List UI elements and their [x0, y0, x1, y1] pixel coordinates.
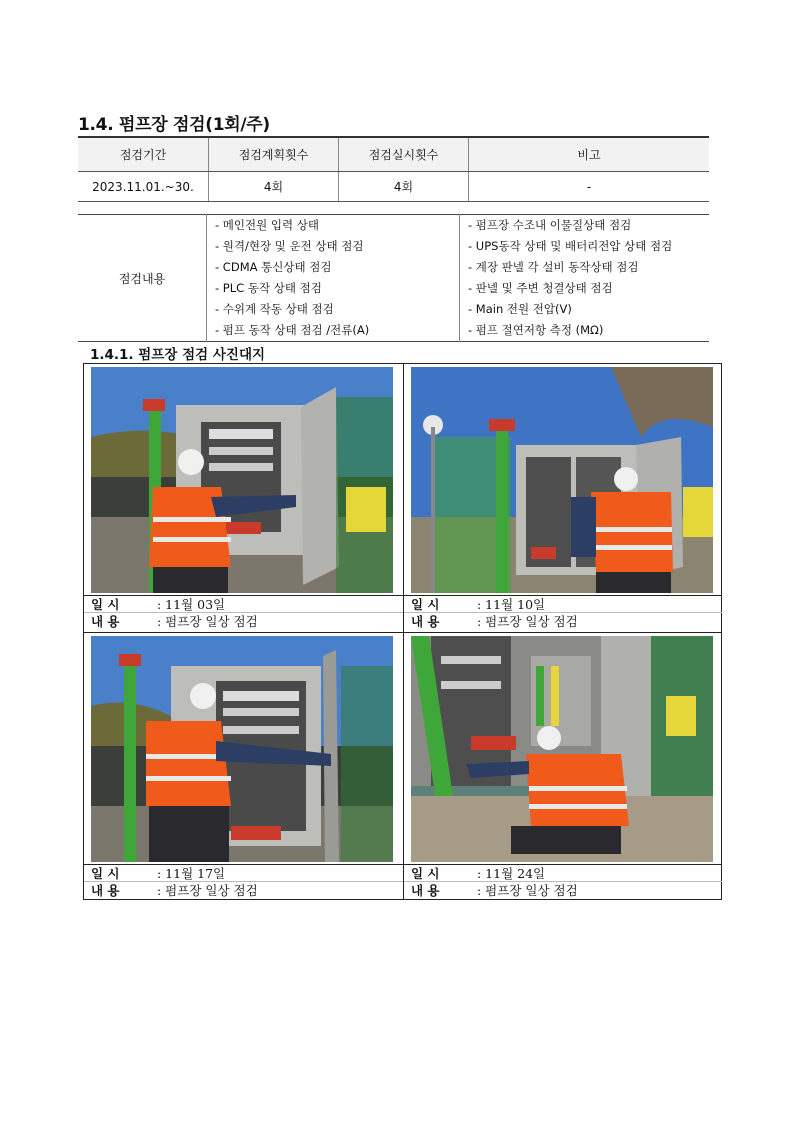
photo-caption [404, 595, 722, 631]
content-label: 내 용 [411, 614, 440, 629]
photo-caption [84, 864, 403, 900]
inspection-photo [411, 636, 713, 862]
caption-date-line [84, 595, 403, 613]
content-value: : 펌프장 일상 점검 [476, 614, 578, 629]
table-header-row [78, 137, 709, 172]
list-item: - 판넬 및 주변 청결상태 점검 [468, 281, 613, 295]
caption-content-line [84, 613, 403, 631]
date-label: 일 시 [91, 866, 120, 881]
cell-actual-count: 4회 [339, 172, 469, 202]
list-item: - 계장 판넬 각 설비 동작상태 점검 [468, 260, 639, 274]
photo-cell [403, 364, 722, 632]
list-item: - 메인전원 입력 상태 [215, 218, 319, 232]
header-period: 점검기간 [78, 137, 209, 172]
content-value: : 펌프장 일상 점검 [476, 883, 578, 898]
contents-label: 점검내용 [78, 215, 207, 342]
inspection-photo [411, 367, 713, 593]
date-value: : 11월 24일 [476, 866, 546, 881]
list-item: - UPS동작 상태 및 배터리전압 상태 점검 [468, 239, 673, 253]
list-item: - 펌프 동작 상태 점검 /전류(A) [215, 323, 370, 337]
list-item: - Main 전원 전압(V) [468, 302, 572, 316]
date-value: : 11월 10일 [476, 597, 546, 612]
content-value: : 펌프장 일상 점검 [156, 614, 258, 629]
caption-date-line [84, 864, 403, 882]
header-planned-count: 점검계획횟수 [209, 137, 339, 172]
caption-content-line [404, 882, 722, 900]
date-label: 일 시 [91, 597, 120, 612]
content-label: 내 용 [91, 883, 120, 898]
caption-content-line [84, 882, 403, 900]
list-item: - 펌프 절연저항 측정 (MΩ) [468, 323, 604, 337]
photo-grid [83, 363, 722, 900]
header-remarks: 비고 [469, 137, 710, 172]
contents-left-list [207, 215, 459, 341]
list-item: - CDMA 통신상태 점검 [215, 260, 332, 274]
photo-cell [403, 632, 722, 900]
cell-period: 2023.11.01.~30. [78, 172, 209, 202]
inspection-photo [91, 636, 393, 862]
table-row [78, 215, 709, 342]
content-label: 내 용 [91, 614, 120, 629]
contents-right-list [460, 215, 709, 341]
section-title: 1.4. 펌프장 점검(1회/주) [78, 115, 270, 135]
caption-content-line [404, 613, 722, 631]
caption-date-line [404, 864, 722, 882]
list-item: - 원격/현장 및 운전 상태 점검 [215, 239, 364, 253]
inspection-schedule-table [78, 136, 709, 202]
content-value: : 펌프장 일상 점검 [156, 883, 258, 898]
date-label: 일 시 [411, 866, 440, 881]
date-value: : 11월 17일 [156, 866, 226, 881]
photo-caption [404, 864, 722, 900]
content-label: 내 용 [411, 883, 440, 898]
cell-planned-count: 4회 [209, 172, 339, 202]
contents-right-column [460, 215, 710, 342]
date-value: : 11월 03일 [156, 597, 226, 612]
list-item: - PLC 동작 상태 점검 [215, 281, 322, 295]
date-label: 일 시 [411, 597, 440, 612]
caption-date-line [404, 595, 722, 613]
photo-cell [84, 632, 403, 900]
photo-caption [84, 595, 403, 631]
header-actual-count: 점검실시횟수 [339, 137, 469, 172]
list-item: - 펌프장 수조내 이물질상태 점검 [468, 218, 632, 232]
contents-left-column [207, 215, 460, 342]
list-item: - 수위계 작동 상태 점검 [215, 302, 334, 316]
inspection-photo [91, 367, 393, 593]
inspection-contents-table [78, 214, 709, 342]
table-row [78, 172, 709, 202]
photo-section-title: 1.4.1. 펌프장 점검 사진대지 [90, 347, 266, 363]
cell-remarks: - [469, 172, 710, 202]
photo-cell [84, 364, 403, 632]
